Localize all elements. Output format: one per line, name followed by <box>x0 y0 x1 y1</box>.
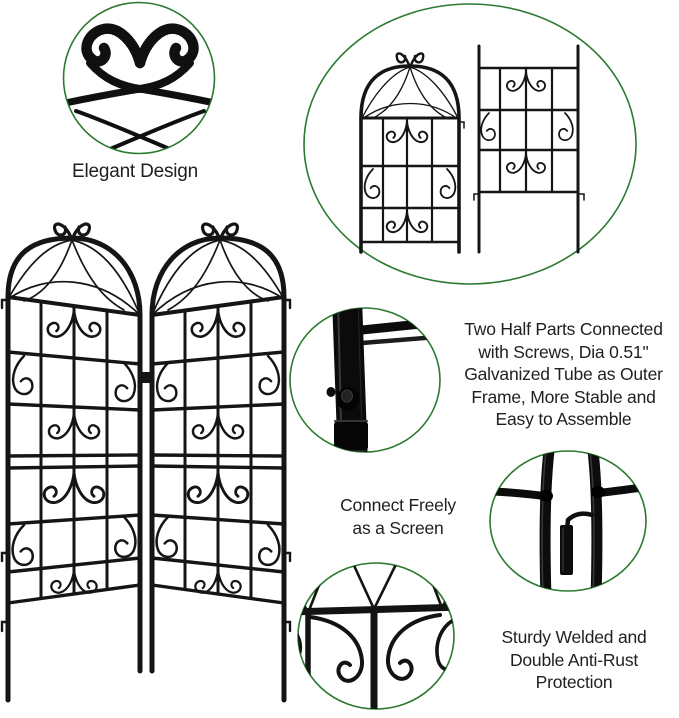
sturdy-text-line: Double Anti-Rust <box>509 649 639 670</box>
elegant-design-label: Elegant Design <box>71 161 199 182</box>
sturdy-text <box>464 626 679 694</box>
sturdy-text-line: Sturdy Welded and <box>501 627 647 647</box>
assembly-text <box>448 318 679 431</box>
hinge-connector <box>141 372 151 383</box>
connect-text <box>313 494 483 539</box>
trellis-pair-circle <box>300 2 640 290</box>
connect-text-line: Connect Freely <box>340 495 456 515</box>
weld-circle <box>489 449 648 595</box>
assembly-text-line: Frame, More Stable and <box>471 386 656 407</box>
assembly-text-line: Two Half Parts Connected <box>464 319 663 339</box>
lattice-circle <box>296 560 456 718</box>
assembly-text-line: Galvanized Tube as Outer <box>464 364 663 384</box>
main-trellis-image <box>0 212 292 708</box>
screw-joint-circle <box>288 306 444 456</box>
assembly-text-line: Easy to Assemble <box>495 409 632 429</box>
sturdy-text-line: Protection <box>535 672 613 692</box>
connect-text-line: as a Screen <box>352 517 444 538</box>
assembly-text-line: with Screws, Dia 0.51'' <box>478 341 649 362</box>
elegant-design-circle <box>60 1 218 157</box>
